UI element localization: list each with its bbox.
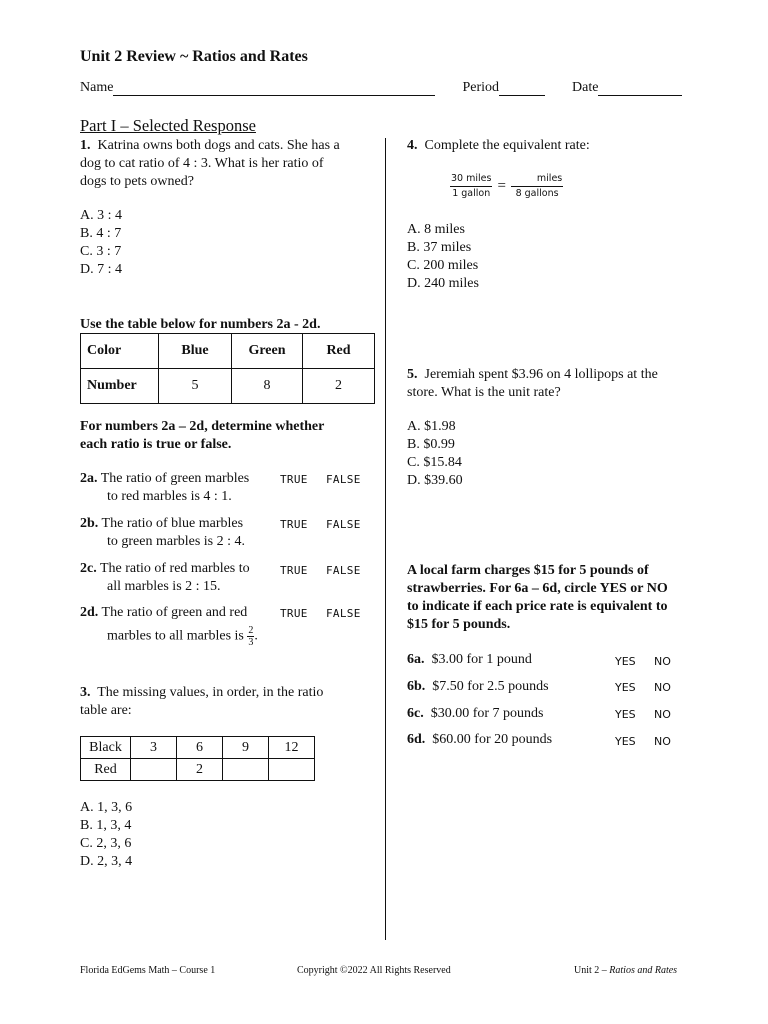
question-text: table are: bbox=[80, 703, 132, 718]
yes-option-6c[interactable]: YES bbox=[615, 708, 636, 721]
table-intro: Use the table below for numbers 2a - 2d. bbox=[80, 317, 321, 332]
period-mark: . bbox=[254, 628, 258, 644]
question-text: $7.50 for 2.5 pounds bbox=[432, 679, 549, 694]
footer-copyright: Copyright ©2022 All Rights Reserved bbox=[297, 965, 451, 976]
true-option-2d[interactable]: TRUE bbox=[280, 607, 308, 620]
question-6c bbox=[407, 705, 544, 723]
question-text: all marbles is 2 : 15. bbox=[107, 579, 221, 594]
yes-option-6a[interactable]: YES bbox=[615, 655, 636, 668]
fraction bbox=[511, 172, 563, 201]
question-1 bbox=[80, 137, 380, 191]
table-header: Color bbox=[81, 334, 159, 369]
equivalent-rate-equation bbox=[450, 172, 563, 201]
table-cell: 12 bbox=[269, 737, 315, 759]
table-cell: 5 bbox=[159, 369, 232, 404]
question-2c bbox=[80, 560, 275, 596]
yes-option-6d[interactable]: YES bbox=[615, 735, 636, 748]
question-text: The ratio of green and red bbox=[101, 605, 248, 620]
question-5-options bbox=[407, 419, 463, 491]
table-header: Blue bbox=[159, 334, 232, 369]
fraction bbox=[450, 172, 492, 201]
question-text: Complete the equivalent rate: bbox=[424, 138, 590, 153]
answer-option[interactable]: C. 3 : 7 bbox=[80, 244, 122, 259]
question-text: store. What is the unit rate? bbox=[407, 385, 561, 400]
table-cell: Black bbox=[81, 737, 131, 759]
fraction-denominator: 3 bbox=[248, 637, 254, 648]
true-option-2c[interactable]: TRUE bbox=[280, 564, 308, 577]
fraction-denominator: 1 gallon bbox=[452, 188, 491, 199]
table-cell: 8 bbox=[232, 369, 303, 404]
question-text: Katrina owns both dogs and cats. She has a bbox=[97, 138, 340, 153]
no-option-6d[interactable]: NO bbox=[654, 735, 671, 748]
question-text: dogs to pets owned? bbox=[80, 174, 194, 189]
question-2d bbox=[80, 604, 280, 648]
instruction-line: For numbers 2a – 2d, determine whether bbox=[80, 419, 325, 434]
question-4 bbox=[407, 137, 590, 155]
instruction-line: A local farm charges $15 for 5 pounds of bbox=[407, 563, 649, 578]
table-cell[interactable] bbox=[269, 759, 315, 781]
yes-option-6b[interactable]: YES bbox=[615, 681, 636, 694]
false-option-2a[interactable]: FALSE bbox=[326, 473, 361, 486]
question-text: $30.00 for 7 pounds bbox=[430, 706, 544, 721]
answer-option[interactable]: D. 2, 3, 4 bbox=[80, 854, 133, 869]
page-title: Unit 2 Review ~ Ratios and Rates bbox=[80, 48, 308, 65]
answer-option[interactable]: C. 200 miles bbox=[407, 258, 479, 273]
table-cell: 3 bbox=[131, 737, 177, 759]
table-cell: 2 bbox=[303, 369, 375, 404]
question-6a bbox=[407, 651, 532, 669]
question-2b bbox=[80, 515, 270, 551]
question-number: 4. bbox=[407, 138, 418, 153]
fraction-denominator: 8 gallons bbox=[515, 188, 559, 199]
table-cell: Red bbox=[81, 759, 131, 781]
question-text: The ratio of green marbles bbox=[100, 471, 250, 486]
question-number: 5. bbox=[407, 367, 418, 382]
false-option-2d[interactable]: FALSE bbox=[326, 607, 361, 620]
period-label: Period bbox=[462, 80, 499, 95]
no-option-6c[interactable]: NO bbox=[654, 708, 671, 721]
footer-left: Florida EdGems Math – Course 1 bbox=[80, 965, 216, 976]
name-period-date-line bbox=[80, 80, 682, 96]
true-option-2a[interactable]: TRUE bbox=[280, 473, 308, 486]
answer-option[interactable]: D. 7 : 4 bbox=[80, 262, 122, 277]
question-text: dog to cat ratio of 4 : 3. What is her ratio of bbox=[80, 156, 324, 171]
table-cell: 2 bbox=[177, 759, 223, 781]
table-header: Red bbox=[303, 334, 375, 369]
answer-option[interactable]: A. 8 miles bbox=[407, 222, 465, 237]
question-text: The missing values, in order, in the ratio bbox=[97, 685, 324, 700]
fraction-numerator: 30 miles bbox=[450, 172, 492, 187]
question-number: 6b. bbox=[407, 679, 426, 694]
question-3-options bbox=[80, 800, 132, 872]
question-number: 6c. bbox=[407, 706, 424, 721]
question-number: 1. bbox=[80, 138, 91, 153]
question-number: 2b. bbox=[80, 516, 99, 531]
instruction-line: to indicate if each price rate is equivalent to bbox=[407, 599, 668, 614]
part-heading: Part I – Selected Response bbox=[80, 116, 256, 135]
question-4-options bbox=[407, 222, 479, 294]
answer-option[interactable]: A. $1.98 bbox=[407, 419, 456, 434]
answer-option[interactable]: D. $39.60 bbox=[407, 473, 463, 488]
answer-option[interactable]: A. 1, 3, 6 bbox=[80, 800, 133, 815]
instruction-line: strawberries. For 6a – 6d, circle YES or NO bbox=[407, 581, 668, 596]
question-number: 3. bbox=[80, 685, 91, 700]
question-5 bbox=[407, 366, 707, 402]
footer-right bbox=[574, 965, 677, 976]
table-header: Green bbox=[232, 334, 303, 369]
table-cell: 9 bbox=[223, 737, 269, 759]
no-option-6b[interactable]: NO bbox=[654, 681, 671, 694]
ratio-table bbox=[80, 736, 315, 781]
question-text: Jeremiah spent $3.96 on 4 lollipops at the bbox=[424, 367, 658, 382]
fraction-numerator: 2 bbox=[248, 625, 254, 636]
question-6d bbox=[407, 731, 552, 749]
name-label: Name bbox=[80, 80, 114, 95]
name-field[interactable] bbox=[113, 81, 435, 96]
question-number: 2c. bbox=[80, 561, 97, 576]
table-row-label: Number bbox=[81, 369, 159, 404]
false-option-2c[interactable]: FALSE bbox=[326, 564, 361, 577]
true-option-2b[interactable]: TRUE bbox=[280, 518, 308, 531]
period-field[interactable] bbox=[499, 81, 545, 96]
question-6b bbox=[407, 678, 549, 696]
footer-unit: Unit 2 – bbox=[574, 965, 610, 976]
table-cell: 6 bbox=[177, 737, 223, 759]
column-divider bbox=[385, 138, 386, 940]
false-option-2b[interactable]: FALSE bbox=[326, 518, 361, 531]
footer-unit-title: Ratios and Rates bbox=[609, 965, 678, 976]
question-number: 2a. bbox=[80, 471, 98, 486]
answer-option[interactable]: B. 1, 3, 4 bbox=[80, 818, 132, 833]
question-3 bbox=[80, 684, 380, 720]
equals-sign: = bbox=[497, 178, 506, 194]
question-number: 6a. bbox=[407, 652, 425, 667]
answer-option[interactable]: B. 4 : 7 bbox=[80, 226, 122, 241]
answer-option[interactable]: B. 37 miles bbox=[407, 240, 472, 255]
fraction-numerator: miles bbox=[511, 172, 563, 187]
question-2a bbox=[80, 470, 260, 506]
answer-option[interactable]: C. 2, 3, 6 bbox=[80, 836, 132, 851]
question-text: to green marbles is 2 : 4. bbox=[107, 534, 246, 549]
color-table bbox=[80, 333, 375, 404]
instruction-line: each ratio is true or false. bbox=[80, 437, 232, 452]
answer-option[interactable]: C. $15.84 bbox=[407, 455, 462, 470]
no-option-6a[interactable]: NO bbox=[654, 655, 671, 668]
date-label: Date bbox=[572, 80, 599, 95]
table-cell[interactable] bbox=[223, 759, 269, 781]
question-number: 2d. bbox=[80, 605, 99, 620]
answer-option[interactable]: B. $0.99 bbox=[407, 437, 455, 452]
question-text: The ratio of blue marbles bbox=[101, 516, 244, 531]
question-text: to red marbles is 4 : 1. bbox=[107, 489, 232, 504]
instruction-line: $15 for 5 pounds. bbox=[407, 617, 511, 632]
question-number: 6d. bbox=[407, 732, 426, 747]
table-cell[interactable] bbox=[131, 759, 177, 781]
answer-option[interactable]: D. 240 miles bbox=[407, 276, 479, 291]
date-field[interactable] bbox=[598, 81, 682, 96]
question-6-intro bbox=[407, 562, 717, 634]
question-text: $3.00 for 1 pound bbox=[431, 652, 532, 667]
question-text: marbles to all marbles is bbox=[107, 628, 244, 644]
answer-option[interactable]: A. 3 : 4 bbox=[80, 208, 122, 223]
question-1-options bbox=[80, 208, 122, 280]
question-text: $60.00 for 20 pounds bbox=[432, 732, 553, 747]
question-text: The ratio of red marbles to bbox=[99, 561, 250, 576]
question-2-instructions bbox=[80, 418, 324, 454]
